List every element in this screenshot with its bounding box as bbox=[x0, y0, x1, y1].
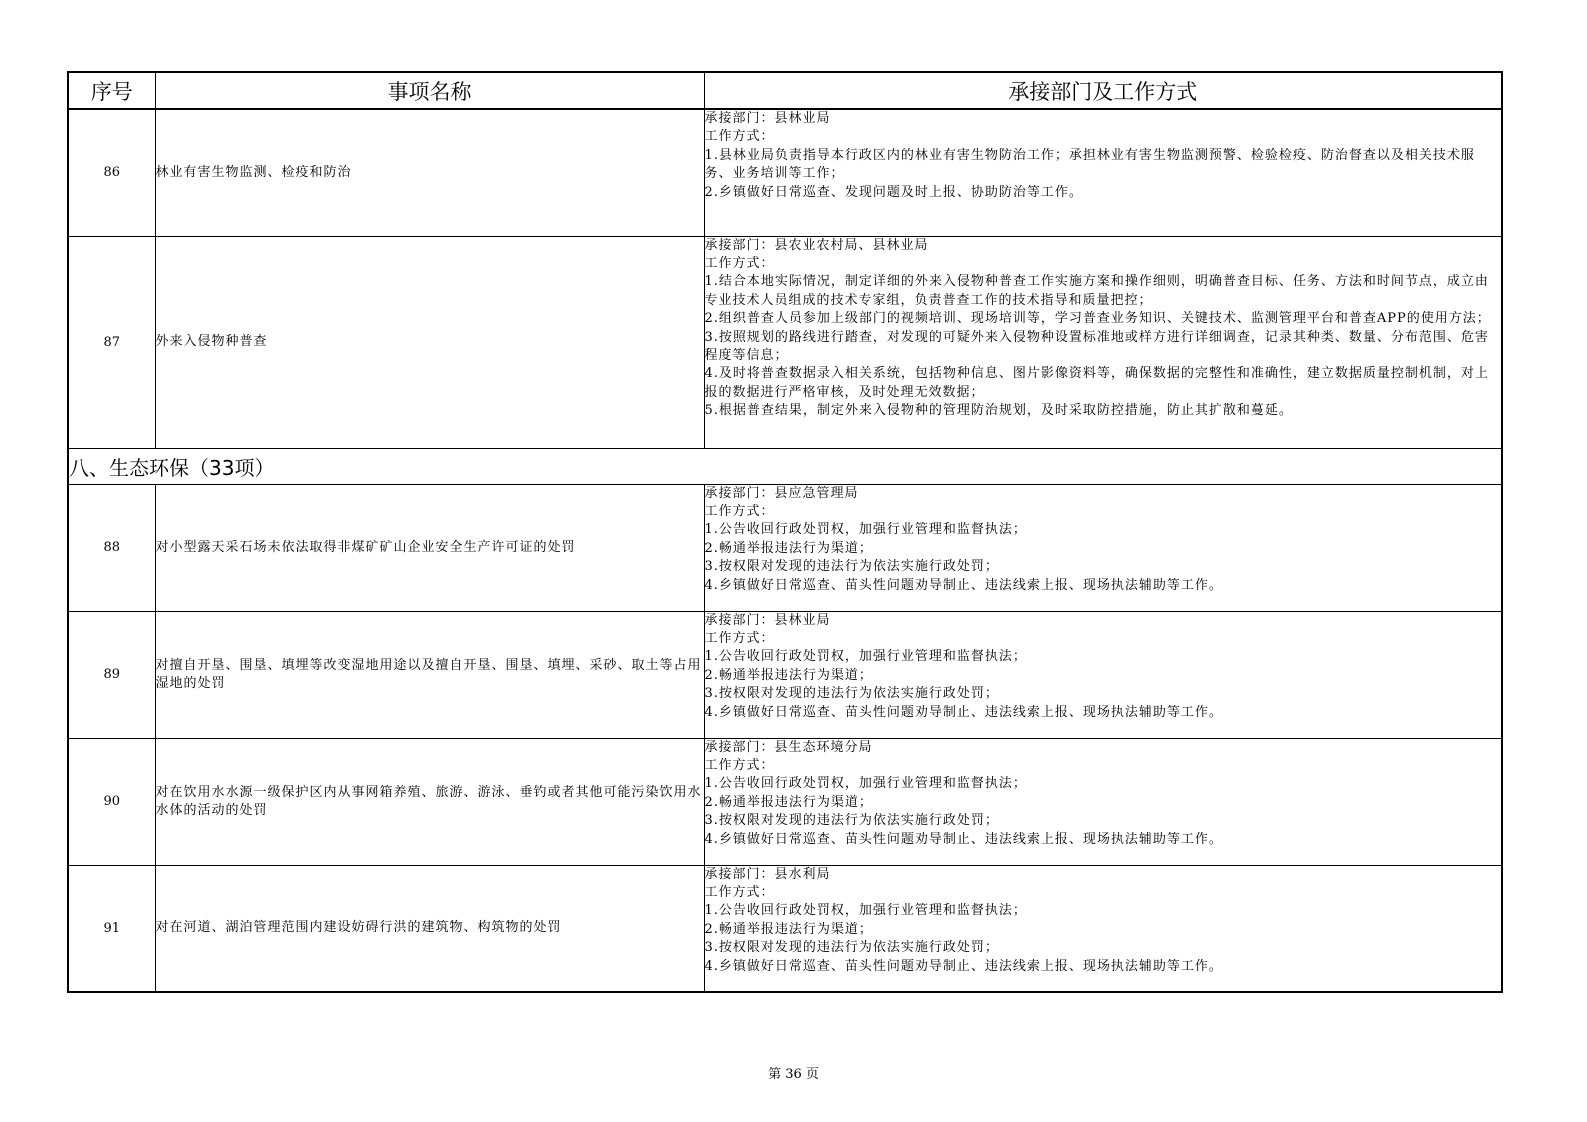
method-line: 工作方式： bbox=[704, 129, 775, 145]
method-line: 1.公告收回行政处罚权，加强行业管理和监督执法； bbox=[704, 522, 1027, 538]
method-line: 承接部门：县水利局 bbox=[704, 866, 831, 882]
row-dept-method bbox=[704, 236, 1502, 448]
page-number: 第 36 页 bbox=[768, 1067, 819, 1082]
method-line: 2.畅通举报违法行为渠道； bbox=[704, 921, 873, 937]
method-line: 工作方式： bbox=[704, 255, 775, 271]
table-body-ecology bbox=[68, 484, 1502, 992]
row-seq: 91 bbox=[68, 865, 155, 992]
matters-table bbox=[67, 71, 1503, 993]
method-line: 2.畅通举报违法行为渠道； bbox=[704, 667, 873, 683]
table-row bbox=[68, 236, 1502, 448]
header-seq: 序号 bbox=[68, 72, 155, 109]
row-seq: 87 bbox=[68, 236, 155, 448]
row-dept-method bbox=[704, 865, 1502, 992]
row-item-name: 对擅自开垦、围垦、填埋等改变湿地用途以及擅自开垦、围垦、填埋、采砂、取土等占用湿地的处罚 bbox=[155, 611, 704, 738]
method-line: 工作方式： bbox=[704, 757, 775, 773]
table-row bbox=[68, 484, 1502, 611]
method-line: 2.乡镇做好日常巡查、发现问题及时上报、协助防治等工作。 bbox=[704, 184, 1083, 200]
row-dept-method bbox=[704, 109, 1502, 236]
method-line: 4.乡镇做好日常巡查、苗头性问题劝导制止、违法线索上报、现场执法辅助等工作。 bbox=[704, 831, 1223, 847]
header-dept-method: 承接部门及工作方式 bbox=[704, 72, 1502, 109]
method-line: 2.组织普查人员参加上级部门的视频培训、现场培训等，学习普查业务知识、关键技术、监测管理平台和普查APP的使用方法； bbox=[704, 311, 1491, 327]
method-line: 4.乡镇做好日常巡查、苗头性问题劝导制止、违法线索上报、现场执法辅助等工作。 bbox=[704, 704, 1223, 720]
method-line: 5.根据普查结果，制定外来入侵物种的管理防治规划，及时采取防控措施，防止其扩散和蔓延。 bbox=[704, 403, 1293, 419]
table-row bbox=[68, 611, 1502, 738]
header-item-name: 事项名称 bbox=[155, 72, 704, 109]
section-title: 八、生态环保（33项） bbox=[68, 448, 1502, 484]
row-seq: 89 bbox=[68, 611, 155, 738]
row-dept-method bbox=[704, 484, 1502, 611]
method-line: 1.县林业局负责指导本行政区内的林业有害生物防治工作；承担林业有害生物监测预警、检验检疫、防治督查以及相关技术服务、业务培训等工作； bbox=[704, 147, 1475, 182]
row-item-name: 对小型露天采石场未依法取得非煤矿矿山企业安全生产许可证的处罚 bbox=[155, 484, 704, 611]
method-line: 工作方式： bbox=[704, 884, 775, 900]
row-seq: 90 bbox=[68, 738, 155, 865]
row-seq: 88 bbox=[68, 484, 155, 611]
method-line: 3.按照规划的路线进行踏查，对发现的可疑外来入侵物种设置标准地或样方进行详细调查，记录其种类、数量、分布范围、危害程度等信息； bbox=[704, 329, 1489, 363]
row-dept-method bbox=[704, 738, 1502, 865]
row-item-name: 对在饮用水水源一级保护区内从事网箱养殖、旅游、游泳、垂钓或者其他可能污染饮用水水体的活动的处罚 bbox=[155, 738, 704, 865]
method-line: 工作方式： bbox=[704, 503, 775, 519]
method-line: 工作方式： bbox=[704, 630, 775, 646]
method-line: 3.按权限对发现的违法行为依法实施行政处罚； bbox=[704, 559, 999, 575]
method-line: 1.结合本地实际情况，制定详细的外来入侵物种普查工作实施方案和操作细则，明确普查目标、任务、方法和时间节点，成立由专业技术人员组成的技术专家组，负责普查工作的技术指导和质量把控； bbox=[704, 274, 1489, 308]
section-row-group bbox=[68, 448, 1502, 484]
row-item-name: 对在河道、湖泊管理范围内建设妨碍行洪的建筑物、构筑物的处罚 bbox=[155, 865, 704, 992]
method-line: 1.公告收回行政处罚权，加强行业管理和监督执法； bbox=[704, 776, 1027, 792]
row-item-name: 林业有害生物监测、检疫和防治 bbox=[155, 109, 704, 236]
method-line: 承接部门：县农业农村局、县林业局 bbox=[704, 237, 929, 253]
row-item-name: 外来入侵物种普查 bbox=[155, 236, 704, 448]
table-body-forestry bbox=[68, 109, 1502, 448]
method-line: 4.及时将普查数据录入相关系统，包括物种信息、图片影像资料等，确保数据的完整性和准确性，建立数据质量控制机制，对上报的数据进行严格审核，及时处理无效数据； bbox=[704, 366, 1489, 400]
table-row bbox=[68, 738, 1502, 865]
method-line: 4.乡镇做好日常巡查、苗头性问题劝导制止、违法线索上报、现场执法辅助等工作。 bbox=[704, 577, 1223, 593]
table-row bbox=[68, 865, 1502, 992]
table-header-row bbox=[68, 72, 1502, 109]
method-line: 1.公告收回行政处罚权，加强行业管理和监督执法； bbox=[704, 903, 1027, 919]
method-line: 4.乡镇做好日常巡查、苗头性问题劝导制止、违法线索上报、现场执法辅助等工作。 bbox=[704, 958, 1223, 974]
method-line: 承接部门：县林业局 bbox=[704, 612, 831, 628]
method-line: 承接部门：县林业局 bbox=[704, 111, 831, 126]
method-line: 承接部门：县应急管理局 bbox=[704, 485, 859, 501]
method-line: 承接部门：县生态环境分局 bbox=[704, 739, 873, 755]
table-row bbox=[68, 109, 1502, 236]
method-line: 3.按权限对发现的违法行为依法实施行政处罚； bbox=[704, 813, 999, 829]
method-line: 1.公告收回行政处罚权，加强行业管理和监督执法； bbox=[704, 649, 1027, 665]
method-line: 2.畅通举报违法行为渠道； bbox=[704, 540, 873, 556]
row-seq: 86 bbox=[68, 109, 155, 236]
method-line: 2.畅通举报违法行为渠道； bbox=[704, 794, 873, 810]
method-line: 3.按权限对发现的违法行为依法实施行政处罚； bbox=[704, 686, 999, 702]
row-dept-method bbox=[704, 611, 1502, 738]
method-line: 3.按权限对发现的违法行为依法实施行政处罚； bbox=[704, 940, 999, 956]
